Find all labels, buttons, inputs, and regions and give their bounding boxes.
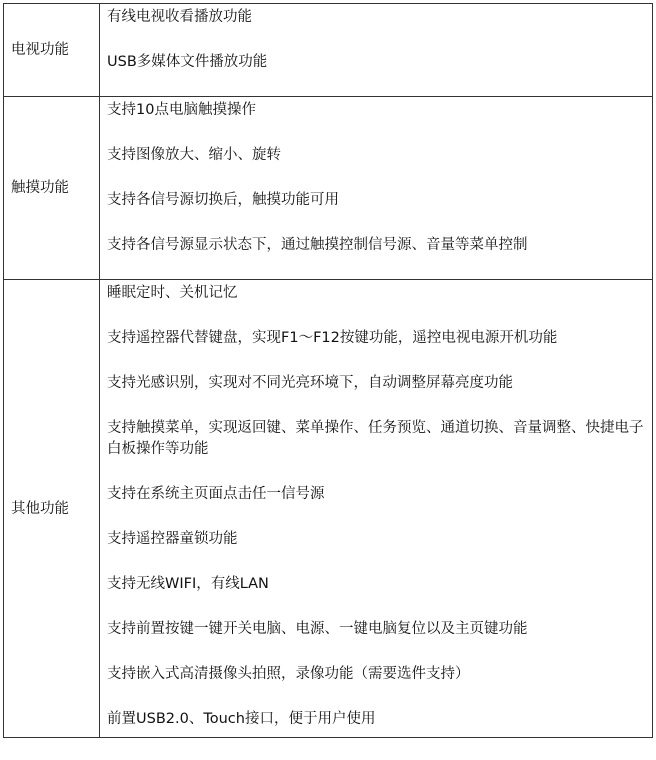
category-label: 触摸功能 [4,97,100,280]
feature-item: USB多媒体文件播放功能 [107,54,268,70]
feature-item: 支持触摸菜单，实现返回键、菜单操作、任务预览、通道切换、音量调整、快捷电子白板操作等功能 [107,420,644,457]
feature-item: 支持嵌入式高清摄像头拍照，录像功能（需要选件支持） [107,666,470,682]
feature-item: 前置USB2.0、Touch接口，便于用户使用 [107,711,376,727]
feature-item: 支持遥控器代替键盘，实现F1～F12按键功能，遥控电视电源开机功能 [107,330,558,346]
feature-item: 支持各信号源切换后，触摸功能可用 [107,192,339,208]
feature-list [100,97,653,280]
feature-item: 支持10点电脑触摸操作 [107,102,256,118]
feature-item: 支持图像放大、缩小、旋转 [107,147,281,163]
category-label: 电视功能 [4,4,100,97]
feature-item: 有线电视收看播放功能 [107,9,252,25]
feature-list [100,280,653,738]
feature-item: 支持无线WIFI，有线LAN [107,576,269,592]
table-row [4,97,653,280]
table-row [4,4,653,97]
table-row [4,280,653,738]
feature-item: 支持前置按键一键开关电脑、电源、一键电脑复位以及主页键功能 [107,621,528,637]
feature-item: 睡眠定时、关机记忆 [107,285,238,301]
feature-item: 支持遥控器童锁功能 [107,531,238,547]
feature-item: 支持在系统主页面点击任一信号源 [107,486,325,502]
feature-item: 支持各信号源显示状态下，通过触摸控制信号源、音量等菜单控制 [107,237,528,253]
category-label: 其他功能 [4,280,100,738]
spec-table [3,3,653,738]
feature-list [100,4,653,97]
feature-item: 支持光感识别，实现对不同光亮环境下，自动调整屏幕亮度功能 [107,375,513,391]
